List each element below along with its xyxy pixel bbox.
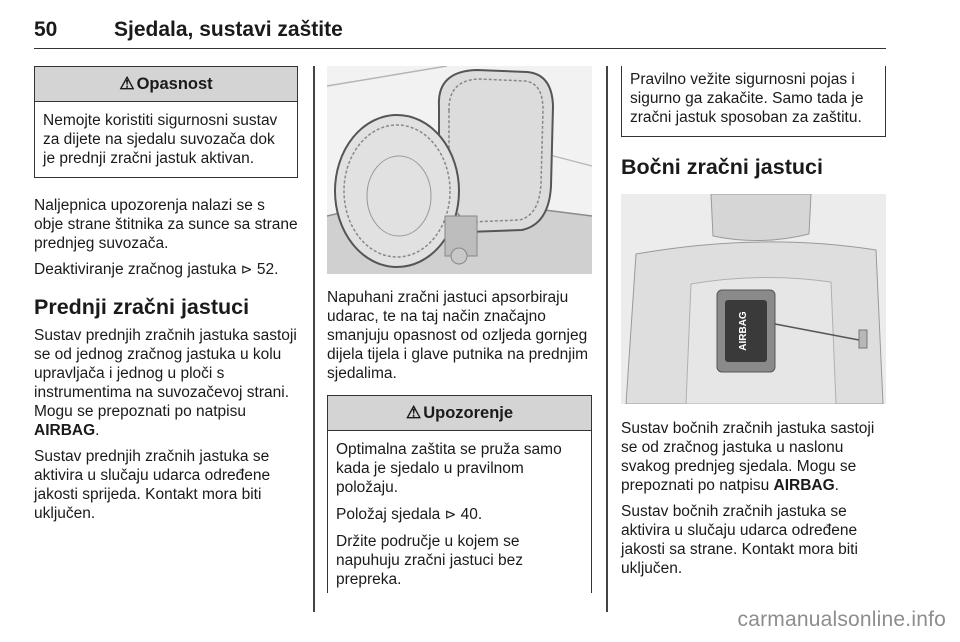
danger-box-body bbox=[35, 102, 297, 177]
intro-text bbox=[34, 196, 298, 279]
page-number: 50 bbox=[34, 18, 58, 41]
paragraph-end: . bbox=[834, 477, 839, 494]
warning-box-title: Upozorenje bbox=[423, 404, 514, 422]
paragraph-end: . bbox=[95, 422, 100, 439]
section-text bbox=[621, 419, 886, 578]
danger-box-text: Nemojte koristiti sigurnosni sustav za dijete na sjedalu suvozača dok je prednji zračni jastuk aktivan. bbox=[43, 112, 278, 167]
figure-caption bbox=[327, 288, 592, 383]
column-divider bbox=[606, 66, 608, 612]
column-divider bbox=[313, 66, 315, 612]
warning-triangle-icon: ⚠ bbox=[119, 74, 135, 93]
warning-ref-text: Položaj sjedala bbox=[336, 506, 445, 523]
section-text bbox=[34, 326, 298, 523]
paragraph-ref bbox=[34, 260, 298, 279]
paragraph bbox=[621, 419, 886, 495]
airbag-label: AIRBAG bbox=[34, 422, 96, 439]
page-ref[interactable]: 52. bbox=[256, 261, 279, 278]
warning-text: Optimalna zaštita se pruža samo kada je sjedalo u pravilnom položaju. bbox=[336, 441, 562, 496]
section-heading: Prednji zračni jastuci bbox=[34, 295, 250, 319]
note-box bbox=[621, 66, 886, 137]
airbag-label-text: AIRBAG bbox=[738, 311, 749, 351]
paragraph bbox=[34, 326, 298, 440]
danger-box bbox=[34, 66, 298, 178]
warning-box-body bbox=[328, 431, 591, 593]
column-1 bbox=[34, 66, 298, 530]
warning-triangle-icon: ⚠ bbox=[405, 403, 422, 422]
arrow-ref-icon: ⊳ bbox=[444, 506, 457, 522]
column-2 bbox=[327, 66, 592, 593]
airbag-label: AIRBAG bbox=[773, 477, 835, 494]
page-header bbox=[34, 16, 886, 49]
warning-text: Držite područje u kojem se napuhuju zračni jastuci bez prepreka. bbox=[336, 533, 523, 588]
warning-box-header bbox=[328, 396, 591, 431]
danger-box-header bbox=[35, 67, 297, 102]
paragraph: Sustav bočnih zračnih jastuka se aktivira u slučaju udarca određene jakosti sa strane. Kontakt mora biti uključen. bbox=[621, 503, 858, 577]
seat-airbag-label-illustration bbox=[621, 194, 886, 404]
paragraph-text: Sustav prednjih zračnih jastuka sastoji se od jednog zračnog jastuka u kolu upravljača i jednog u ploči s instrumentima na suvozačevoj strani. Mogu se prepoznati po natpisu bbox=[34, 327, 297, 420]
arrow-ref-icon: ⊳ bbox=[240, 261, 253, 277]
section-heading: Bočni zračni jastuci bbox=[621, 155, 823, 179]
side-airbag-figure bbox=[621, 194, 886, 404]
paragraph-text: Deaktiviranje zračnog jastuka bbox=[34, 261, 241, 278]
page-ref[interactable]: 40. bbox=[460, 506, 483, 523]
warning-box bbox=[327, 395, 592, 593]
paragraph: Sustav prednjih zračnih jastuka se aktivira u slučaju udarca određene jakosti sprijeda. Kontakt mora biti uključen. bbox=[34, 448, 271, 522]
front-airbags-figure bbox=[327, 66, 592, 274]
note-text: Pravilno vežite sigurnosni pojas i sigurno ga zakačite. Samo tada je zračni jastuk sposoban za zaštitu. bbox=[630, 71, 864, 126]
inflated-front-airbags-illustration bbox=[327, 66, 592, 274]
caption-text: Napuhani zračni jastuci apsorbiraju udarac, te na taj način značajno smanjuju opasnost od ozljeda gornjeg dijela tijela i glave putnika na prednjim sjedalima. bbox=[327, 289, 589, 382]
warning-ref bbox=[336, 505, 583, 524]
watermark: carmanualsonline.info bbox=[737, 608, 946, 631]
column-3 bbox=[621, 66, 886, 585]
paragraph-text: Sustav bočnih zračnih jastuka sastoji se od zračnog jastuka u naslonu svakog prednjeg sjedala. Mogu se prepoznati po natpisu bbox=[621, 420, 875, 494]
page-title: Sjedala, sustavi zaštite bbox=[114, 18, 343, 41]
danger-box-title: Opasnost bbox=[136, 75, 213, 93]
paragraph: Naljepnica upozorenja nalazi se s obje strane štitnika za sunce sa strane prednjeg suvozača. bbox=[34, 197, 298, 252]
